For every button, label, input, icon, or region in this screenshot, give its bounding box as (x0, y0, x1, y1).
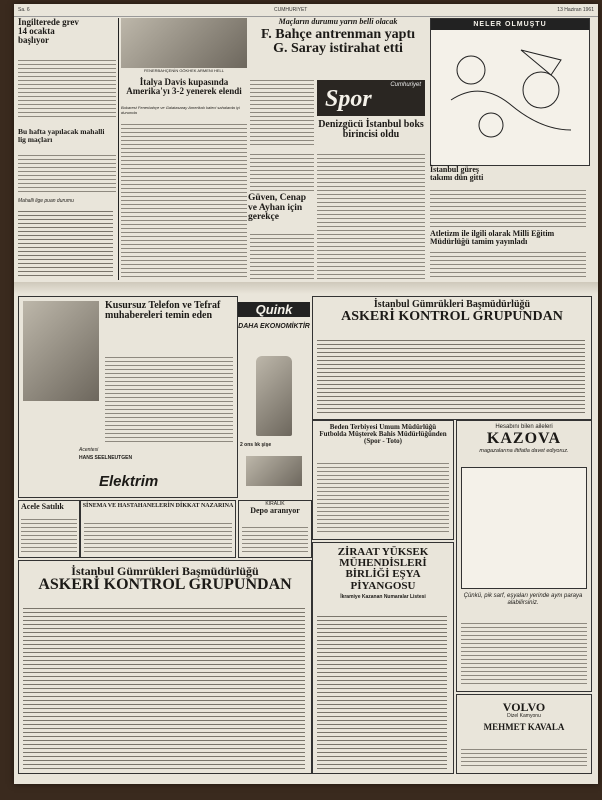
acele-ad: Acele Satılık (18, 500, 80, 558)
player-photo (121, 18, 247, 68)
gumruk-top-table (317, 337, 585, 415)
volvo-logo: VOLVO (502, 700, 546, 714)
beden-ad: Beden Terbiyesi Umum Müdürlüğü Futbolda Müşterek Bahis Müdürlüğünden (Spor - Toto) (312, 420, 454, 540)
column-1 (18, 18, 116, 280)
cartoon-drawing (431, 30, 589, 158)
fb-gs-block (250, 18, 426, 78)
page-number: Sa. 6 (18, 7, 30, 13)
gumruk-top-ad: İstanbul Gümrükleri Başmüdürlüğü ASKERİ KONTROL GRUPUNDAN (312, 296, 592, 420)
spor-logo: Cumhuriyet Spor (317, 80, 425, 116)
gs-headline: G. Saray istirahat etti (273, 41, 403, 57)
page-fold (14, 282, 598, 294)
depo-ad: KİRALIK Depo aranıyor (238, 500, 312, 558)
photo-caption: FENERBAHÇENİN GÖKHEK ARMENI HELL (143, 68, 225, 73)
cartoon-panel (430, 18, 590, 166)
newspaper-page (14, 4, 598, 784)
fb-gs-kicker: Maçların durumu yarın belli olacak (278, 18, 398, 26)
headline-ingiltere: İngilterede grev 14 ocakta başlıyor (18, 18, 79, 46)
telephone-photo (23, 301, 99, 401)
volvo-ad: VOLVO Dizel Kamyonu MEHMET KAVALA (456, 694, 592, 774)
gures-headline: İstanbul güreş takımı dün gitti (430, 165, 484, 183)
standings-table (18, 208, 113, 278)
gumruk-bottom-ad: İstanbul Gümrükleri Başmüdürlüğü ASKERİ KONTROL GRUPUNDAN (18, 560, 312, 774)
kazova-ad: Hesabını bilen aileleri KAZOVA magazalarına iltifatla davet ediyoruz. Çünkü, pik sarf, eşyaları yerinde aynı paraya alabilirsiniz. (456, 420, 592, 692)
ziraat-table (317, 613, 447, 769)
paper-name: CUMHURIYET (274, 7, 308, 13)
elektrim-logo: Elektrim (99, 473, 159, 490)
headline-mahalli-lig: Bu hafta yapılacak mahalli lig maçları (18, 127, 105, 144)
column-2 (121, 18, 247, 280)
kazova-logo: KAZOVA (486, 430, 562, 448)
boks-headline: Denizgücü İstanbul boks birincisi oldu (318, 119, 424, 141)
fb-headline: F. Bahçe antrenman yaptı (260, 27, 415, 43)
quink-slogan: DAHA EKONOMİKTİR (238, 323, 310, 330)
gumruk-bottom-table (23, 605, 305, 769)
guven-headline: Güven, Cenap ve Ayhan için gerekçe (248, 193, 307, 223)
page-date: 13 Haziran 1961 (557, 7, 594, 13)
telefon-headline: Kusursuz Telefon ve Tefraf muhabereleri temin eden (105, 300, 221, 322)
telefon-ad: Kusursuz Telefon ve Tefraf muhabereleri temin eden Acentesi HANS SEELNEUTGEN Elektrim (18, 296, 238, 498)
ink-bottle (256, 356, 292, 436)
ink-box (246, 456, 302, 486)
table-title: Mahalli lige puan durumu (18, 198, 74, 204)
kazova-illustration (461, 467, 587, 589)
headline-italya: İtalya Davis kupasında Amerika'yı 3-2 yenerek elendi (126, 77, 242, 97)
company-name: HANS SEELNEUTGEN (79, 455, 133, 461)
quink-ad: Quink DAHA EKONOMİKTİR 2 ons lık şişe (238, 296, 310, 496)
cartoon-title: NELER OLMUŞTU (431, 19, 589, 30)
sinema-ad: SİNEMA VE HASTAHANELERİN DİKKAT NAZARINA (80, 500, 236, 558)
ziraat-ad: ZİRAAT YÜKSEK MÜHENDİSLERİ BİRLİĞİ EŞYA PİYANGOSU İkramiye Kazanan Numaralar Listesi (312, 542, 454, 774)
italy-sub: Bukarest Fenerbahçe ve Galatasaray Amerikalı kaleci sahalarda iyi durumda (121, 105, 240, 115)
page-header (14, 4, 598, 17)
atletizm-headline: Atletizm ile ilgili olarak Milli Eğitim Müdürlüğü tamim yayınladı (430, 229, 555, 247)
